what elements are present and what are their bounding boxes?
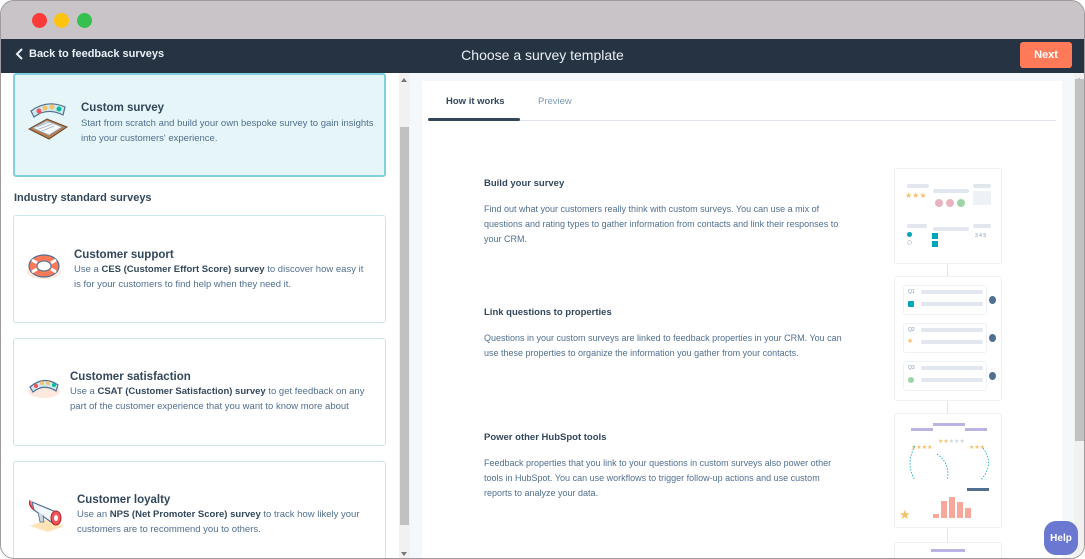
template-details-panel xyxy=(410,73,1074,559)
back-link-label: Back to feedback surveys xyxy=(29,48,165,60)
scrollbar-thumb[interactable] xyxy=(400,127,409,525)
details-tabs xyxy=(428,81,1056,121)
step-body: Questions in your custom surveys are linked to feedback properties in your CRM. You can use these properties to organize the information you gather from your contacts. xyxy=(484,333,842,358)
clipboard-rating-icon xyxy=(25,97,77,149)
step-link-questions xyxy=(484,307,844,361)
card-title: Custom survey xyxy=(81,102,165,114)
left-panel-scrollbar[interactable] xyxy=(399,73,410,559)
info-icon xyxy=(989,296,996,304)
app-header xyxy=(1,39,1084,73)
page-title: Choose a survey template xyxy=(461,47,624,63)
step-power-tools xyxy=(484,432,844,501)
active-tab-indicator xyxy=(428,118,520,121)
star-rating-icon: ★★★ xyxy=(905,191,927,200)
power-tools-illustration: ★★★★ ★★★★★ ★★★ ★ xyxy=(894,413,1002,528)
info-icon xyxy=(989,372,996,380)
checkbox-icon xyxy=(932,233,938,239)
card-title: Customer loyalty xyxy=(77,494,171,506)
step-title: Power other HubSpot tools xyxy=(484,432,607,443)
industry-standard-heading: Industry standard surveys xyxy=(14,192,152,204)
card-title: Customer satisfaction xyxy=(70,371,191,383)
minimize-window-button[interactable] xyxy=(54,13,69,28)
window-titlebar xyxy=(1,1,1084,39)
customer-satisfaction-card[interactable] xyxy=(13,338,386,446)
next-button[interactable]: Next xyxy=(1020,42,1072,68)
right-panel-scrollbar[interactable] xyxy=(1074,73,1085,559)
step-body: Find out what your customers really think with custom surveys. You can use a mix of questions and rating types to gather information from contacts and link their responses to your CRM. xyxy=(484,204,839,244)
back-to-feedback-surveys-link[interactable] xyxy=(15,48,164,60)
tab-preview[interactable]: Preview xyxy=(538,96,572,107)
customer-support-card[interactable] xyxy=(13,215,386,323)
card-description: Start from scratch and build your own bespoke survey to gain insights into your customers' experience. xyxy=(81,118,374,144)
scroll-down-arrow-icon[interactable] xyxy=(401,552,407,556)
build-survey-illustration: ★★★ 3 4 5 xyxy=(894,168,1002,264)
checkbox-icon xyxy=(932,241,938,247)
tab-how-it-works[interactable]: How it works xyxy=(446,96,505,107)
template-list-panel xyxy=(1,73,399,559)
card-title: Customer support xyxy=(74,249,174,261)
close-window-button[interactable] xyxy=(32,13,47,28)
info-icon xyxy=(989,334,996,342)
card-description: Use an NPS (Net Promoter Score) survey to track how likely your customers are to recommend you to others. xyxy=(77,509,360,535)
megaphone-icon xyxy=(26,494,78,546)
next-illustration xyxy=(894,542,1002,559)
step-title: Build your survey xyxy=(484,178,565,189)
star-icon: ★ xyxy=(899,507,911,522)
scroll-up-arrow-icon[interactable] xyxy=(401,78,407,82)
help-button[interactable]: Help xyxy=(1044,521,1078,555)
customer-loyalty-card[interactable] xyxy=(13,461,386,559)
maximize-window-button[interactable] xyxy=(77,13,92,28)
step-title: Link questions to properties xyxy=(484,307,612,318)
details-content xyxy=(422,81,1062,559)
step-build-survey xyxy=(484,178,844,247)
lifebuoy-icon xyxy=(24,246,76,298)
custom-survey-card[interactable] xyxy=(13,73,386,177)
link-questions-illustration: Q1 Q2 ★ Q3 xyxy=(894,276,1002,401)
card-description: Use a CES (Customer Effort Score) survey to discover how easy it is for your customers to find help when they need it. xyxy=(74,264,364,290)
chevron-left-icon xyxy=(15,48,24,60)
step-body: Feedback properties that you link to your questions in custom surveys also power other tools in HubSpot. You can use workflows to trigger follow-up actions and use custom reports to analyze your data. xyxy=(484,458,832,498)
card-description: Use a CSAT (Customer Satisfaction) survey to get feedback on any part of the customer experience that you want to know more about xyxy=(70,386,365,412)
scrollbar-thumb[interactable] xyxy=(1075,79,1085,441)
